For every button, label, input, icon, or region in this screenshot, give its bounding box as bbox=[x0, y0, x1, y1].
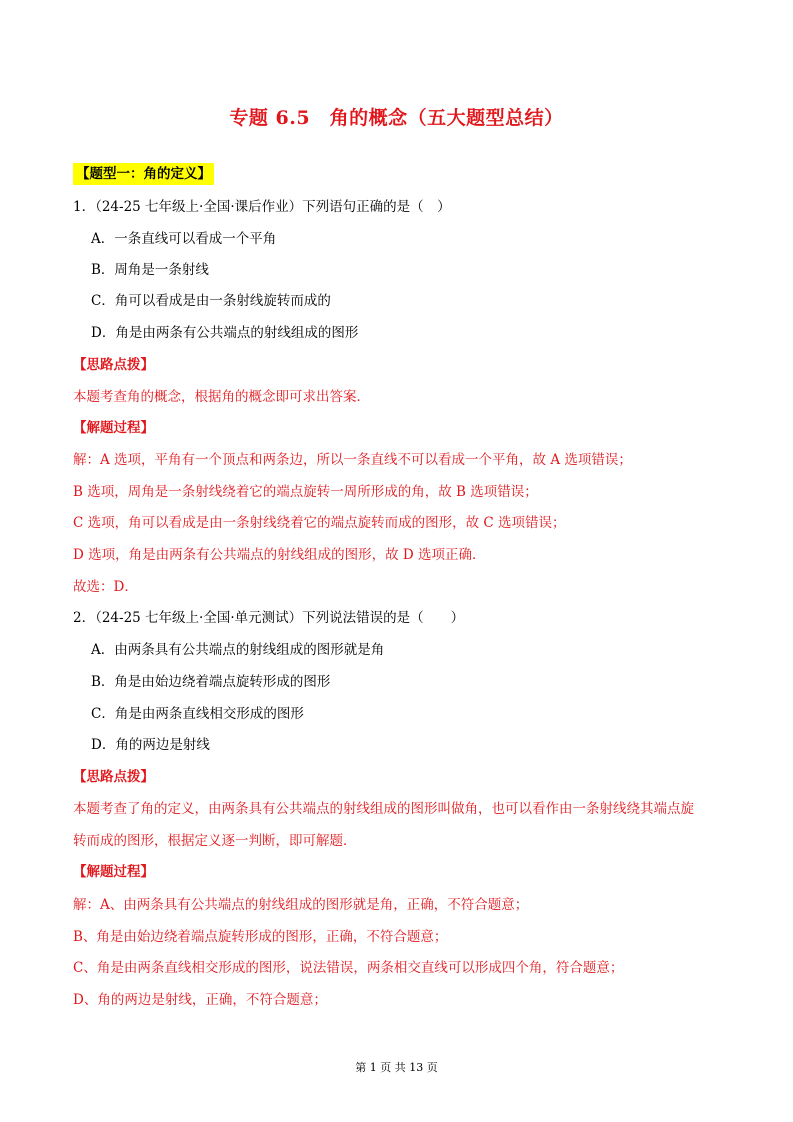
q1-answer: 故选：D． bbox=[73, 579, 138, 595]
q2-hint-line: 本题考查了角的定义，由两条具有公共端点的射线组成的图形叫做角，也可以看作由一条射线绕其端点旋 bbox=[73, 801, 694, 817]
q1-solution-line: B 选项，周角是一条射线绕着它的端点旋转一周所形成的角，故 B 选项错误； bbox=[73, 484, 538, 500]
q1-option-a: A．一条直线可以看成一个平角 bbox=[91, 231, 277, 247]
q2-hint-line: 转而成的图形，根据定义逐一判断，即可解题． bbox=[73, 833, 357, 849]
q1-option-b: B．周角是一条射线 bbox=[91, 262, 209, 278]
page-title: 专题 6.5 角的概念（五大题型总结） bbox=[229, 107, 564, 129]
q2-solution-line: D、角的两边是射线，正确，不符合题意； bbox=[73, 992, 327, 1008]
q2-solution-line: B、角是由始边绕着端点旋转形成的图形，正确，不符合题意； bbox=[73, 929, 448, 945]
q1-solution-line: D 选项，角是由两条有公共端点的射线组成的图形，故 D 选项正确． bbox=[73, 547, 486, 563]
q2-solution-line: 解：A、由两条具有公共端点的射线组成的图形就是角，正确，不符合题意； bbox=[73, 897, 529, 913]
q1-solution-label: 【解题过程】 bbox=[73, 420, 154, 436]
q1-option-c: C．角可以看成是由一条射线旋转而成的 bbox=[91, 293, 331, 309]
q1-stem: 1．（24-25 七年级上·全国·课后作业）下列语句正确的是（ ） bbox=[73, 199, 451, 215]
q2-solution-label: 【解题过程】 bbox=[73, 864, 154, 880]
q1-option-d: D．角是由两条有公共端点的射线组成的图形 bbox=[91, 325, 359, 341]
q2-hint-label: 【思路点拨】 bbox=[73, 769, 154, 785]
page-footer: 第 1 页 共 13 页 bbox=[355, 1061, 438, 1074]
q2-solution-line: C、角是由两条直线相交形成的图形，说法错误，两条相交直线可以形成四个角，符合题意； bbox=[73, 960, 624, 976]
q1-hint: 本题考查角的概念，根据角的概念即可求出答案． bbox=[73, 389, 370, 405]
q1-solution-line: C 选项，角可以看成是由一条射线绕着它的端点旋转而成的图形，故 C 选项错误； bbox=[73, 515, 566, 531]
q2-option-d: D．角的两边是射线 bbox=[91, 737, 210, 753]
q2-option-b: B．角是由始边绕着端点旋转形成的图形 bbox=[91, 674, 331, 690]
q1-hint-label: 【思路点拨】 bbox=[73, 357, 154, 373]
q2-option-a: A．由两条具有公共端点的射线组成的图形就是角 bbox=[91, 642, 385, 658]
q1-solution-line: 解：A 选项，平角有一个顶点和两条边，所以一条直线不可以看成一个平角，故 A 选项错误； bbox=[73, 452, 632, 468]
section-tag: 【题型一：角的定义】 bbox=[73, 163, 214, 185]
q2-option-c: C．角是由两条直线相交形成的图形 bbox=[91, 706, 304, 722]
q2-stem: 2．（24-25 七年级上·全国·单元测试）下列说法错误的是（ ） bbox=[73, 610, 465, 626]
